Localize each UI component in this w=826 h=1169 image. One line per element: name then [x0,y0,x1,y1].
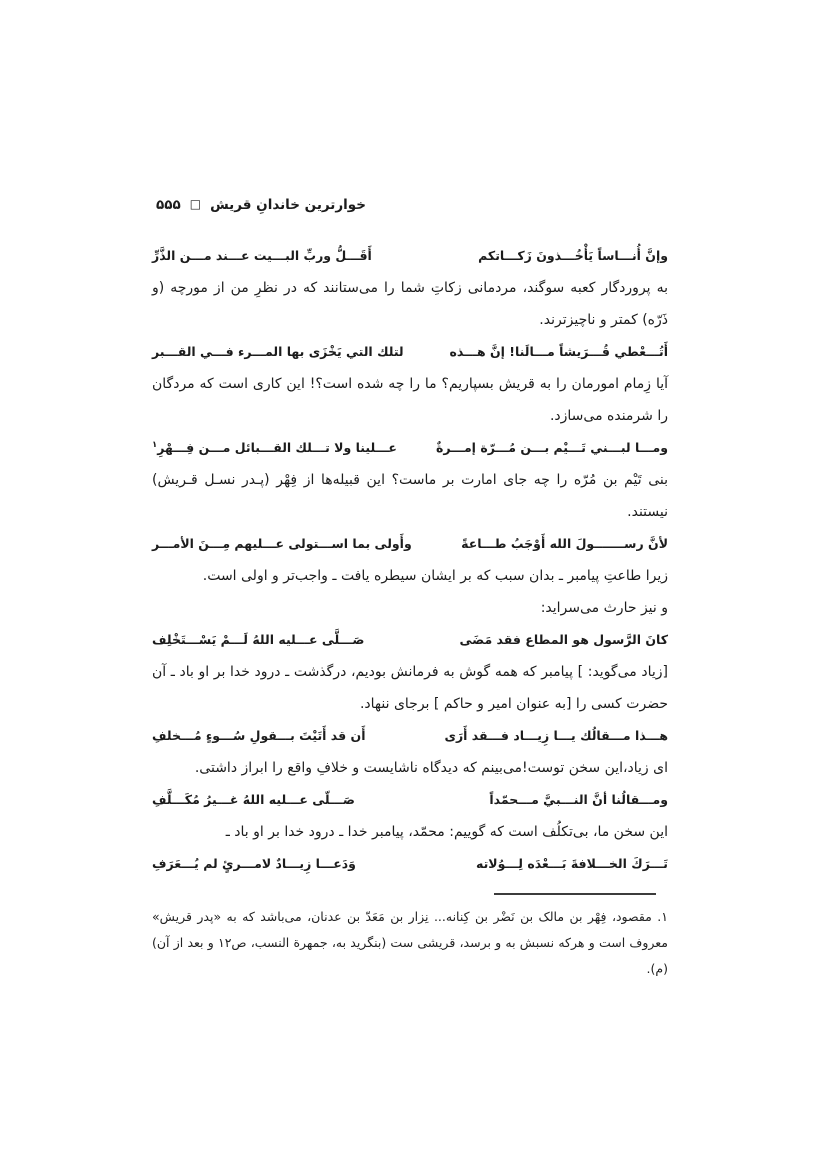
page-number: ۵۵۵ [156,197,181,213]
verse-line-6 [152,720,668,752]
hemistich-left: أَقَـــلُّ وربِّ البـــيت عـــند مـــن الذَّرِّ [152,248,372,263]
hemistich-left: أَن قد أَتَيْتَ بـــقولِ سُـــوءٍ مُـــخلفِ [152,728,366,743]
hemistich-right: أَتُـــعْطي قُـــرَيشاً مـــالَنا! إنَّ هـــذه [449,344,668,359]
hemistich-left [152,432,397,464]
verse-line-7 [152,784,668,816]
hemistich-left: صَـــلّى عـــليه اللهُ غـــيرُ مُكَـــلَّفِ [152,792,355,807]
hemistich-right: هـــذا مـــقالُك يـــا زِيـــاد فـــقد أَرَى [444,728,668,743]
verse-line-2 [152,336,668,368]
translation-paragraph: آیا زِمام امورمان را به قریش بسپاریم؟ ما را چه شده است؟! این کاری است که مردگان را شرمنده می‌سازد. [152,376,668,424]
footnote-ref: ۱ [152,439,158,450]
footnote-separator-rule [494,893,656,895]
translation-paragraph: بنی تَیْم بن مُرّه را چه جای امارت بر ماست؟ این قبیله‌ها از فِهْر (پـدر نسـل قـریش) نیستند. [152,472,668,520]
hemistich-left: صَـــلَّى عـــليه اللهُ لَـــمْ يَسْـــتَخْلِف [152,632,365,647]
verse-line-1 [152,240,668,272]
hemistich-right: لأنَّ رســـــــولَ الله أَوْجَبُ طـــاعةً [461,536,668,551]
footnote-text: ۱. مقصود، فِهْر بن مالک بن نَضْر بن کِنانه... نِزار بن مَعَدّ بن عدنان، می‌باشد که به «پدر قریش» معروف است و هرکه نسبش به و برسد، قریشی ست (بنگرید به، جمهرة النسب، ص۱۲ و بعد از آن) (م). [152,909,668,976]
verse-line-3 [152,432,668,464]
hemistich-left: وأَولى بما اســـتولى عـــليهم مِـــنَ الأمـــر [152,536,412,551]
hemistich-right: ومـــقالُنا أنَّ النـــبيَّ مـــحمّداً [489,792,668,807]
verse-line-8 [152,848,668,880]
hemistich-right: وإنَّ أُنـــاساً يَأْخُـــذونَ زَكـــاتكم [478,248,668,263]
translation-paragraph: [زیاد می‌گوید: ] پیامبر که همه گوش به فرمانش بودیم، درگذشت ـ درود خدا بر او باد ـ آن حضرت کسی را [به عنوان امیر و حاکم ] برجای ننهاد. [152,664,668,712]
intro-line: و نیز حارث می‌سراید: [540,600,668,616]
header-square-icon: □ [189,197,202,211]
hemistich-left: لتلك التي يَخْزَى بها المـــرء فـــي القـــبر [152,344,404,359]
footnote-area [152,893,668,982]
header-title: خوارترین خاندانِ قریش [210,197,366,213]
hemistich-right: ومـــا لبـــني تَـــيْم بـــن مُـــرّة إمـــرةٌ [435,440,668,455]
translation-paragraph: زیرا طاعتِ پیامبر ـ بدان سبب که بر ایشان سیطره یافت ـ واجب‌تر و اولی است. [202,568,668,584]
hemistich-left: وَدَعـــا زِيـــادٌ لامـــرئٍ لم يُـــعَرَفِ [152,856,356,871]
translation-paragraph: ای زیاد،این سخن توست!می‌بینم که دیدگاه ناشایست و خلافِ واقع را ابراز داشتی. [194,760,668,776]
verse-line-4 [152,528,668,560]
hemistich-right: تَـــرَكَ الخـــلافةَ بَـــعْدَه لِـــوُلاته [476,856,668,871]
verse-line-5 [152,624,668,656]
hemistich-right: كانَ الرَّسول هو المطاع فقد مَضَى [459,632,668,647]
text-block [152,240,668,880]
page-header [156,197,366,213]
translation-paragraph: این سخن ما، بی‌تکلُف است که گوییم: محمّد، پیامبر خدا ـ درود خدا بر او باد ـ [225,824,668,840]
hemistich-text: عـــلينا ولا تـــلك القـــبائل مـــن فِـــهْرِ [157,440,397,455]
translation-paragraph: به پروردگار کعبه سوگند، مردمانی زکاتِ شما را می‌ستانند که در نظرِ من از مورچه (و ذَرّه) کمتر و ناچیزترند. [152,280,668,328]
